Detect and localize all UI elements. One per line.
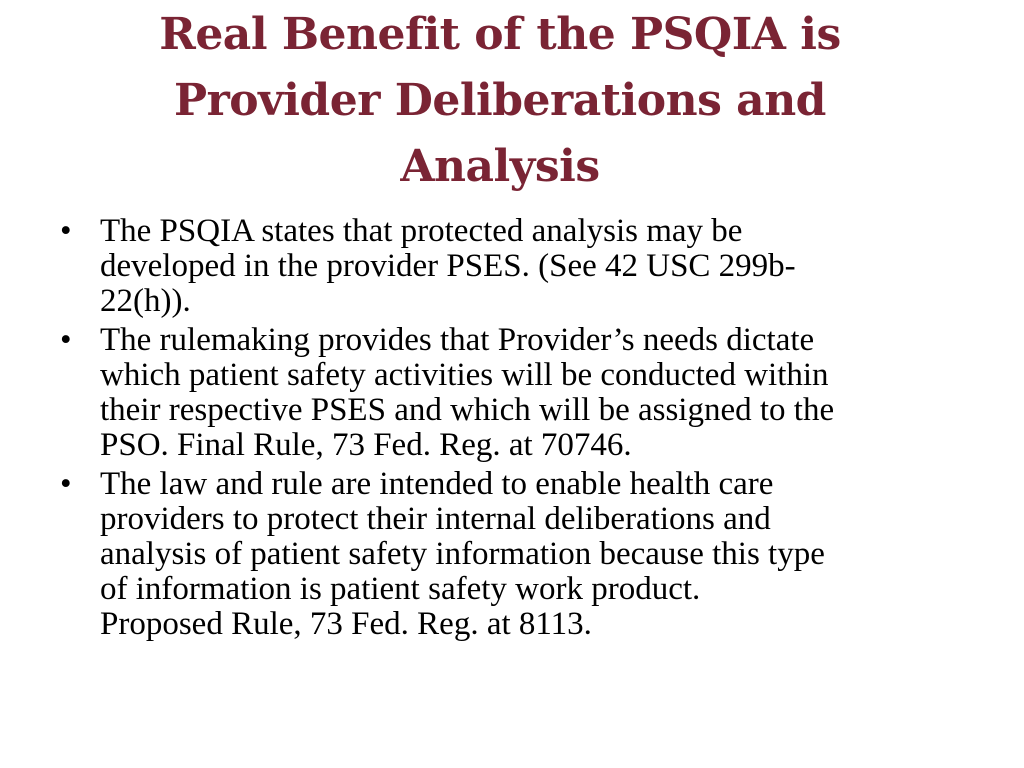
bullet-text-line: their respective PSES and which will be assigned to the [100,392,835,428]
slide-title [60,2,940,200]
bullet-text-line: 22(h)). [100,283,191,319]
bullet-dot-icon: • [60,466,72,502]
bullet-text-line: which patient safety activities will be conducted within [100,357,829,393]
bullet-text-line: analysis of patient safety information because this type [100,536,825,572]
bullet-text-line: of information is patient safety work product. [100,571,701,607]
slide-title-line: Real Benefit of the PSQIA is [159,9,841,60]
slide-title-line: Analysis [400,141,600,192]
bullet-item [58,214,978,319]
bullet-item [58,323,978,463]
bullet-item [58,467,978,642]
bullet-text-line: The PSQIA states that protected analysis may be [100,213,743,249]
bullet-text-line: Proposed Rule, 73 Fed. Reg. at 8113. [100,606,592,642]
bullet-text-line: The rulemaking provides that Provider’s needs dictate [100,322,815,358]
bullet-text-line: developed in the provider PSES. (See 42 USC 299b- [100,248,796,284]
bullet-list [58,214,978,646]
slide-title-line: Provider Deliberations and [174,75,826,126]
bullet-text-line: providers to protect their internal deliberations and [100,501,771,537]
bullet-text-line: The law and rule are intended to enable health care [100,466,774,502]
bullet-dot-icon: • [60,322,72,358]
bullet-text-line: PSO. Final Rule, 73 Fed. Reg. at 70746. [100,427,632,463]
bullet-dot-icon: • [60,213,72,249]
